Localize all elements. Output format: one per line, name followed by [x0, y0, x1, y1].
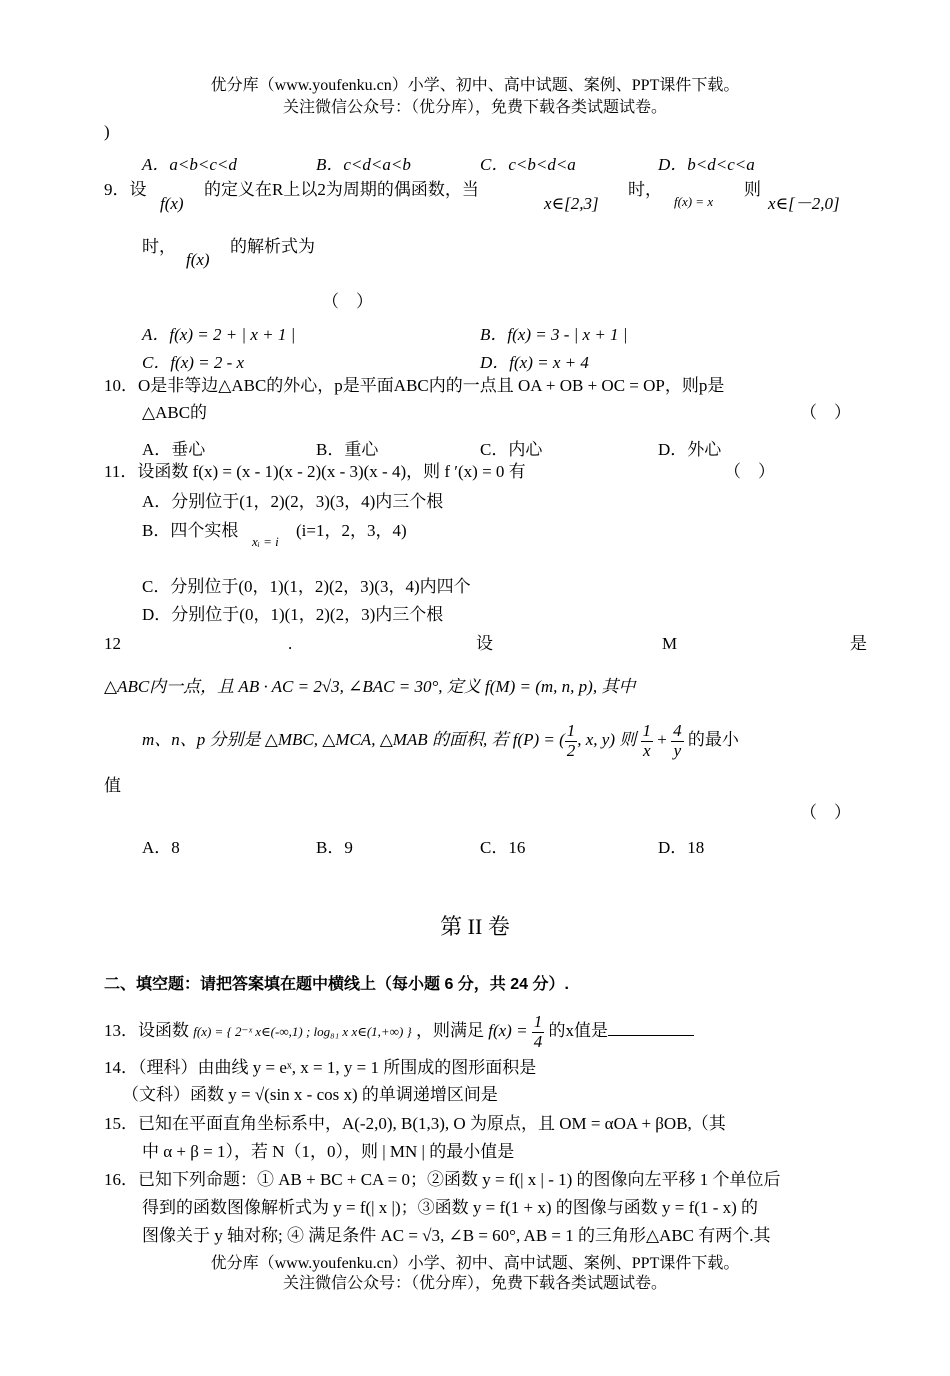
q11-option-d: D．分别位于(0，1)(1，2)(2，3)内三个根: [142, 605, 444, 624]
q9-text-4: 时，: [142, 237, 176, 256]
q13-text-3: 的x值是: [548, 1021, 609, 1041]
q12-line-2: △ABC内一点，且 AB · AC = 2√3, ∠BAC = 30°, 定义 f(M) = (m, n, p), 其中: [104, 677, 636, 696]
q12-option-b: B．9: [316, 838, 353, 857]
q11-text: 11．设函数 f(x) = (x - 1)(x - 2)(x - 3)(x - 4)，则 f ′(x) = 0 有: [104, 462, 526, 481]
q9-text-2: 时，: [628, 180, 662, 199]
q9-cond-2: f(x) = x: [674, 194, 714, 209]
q12-number: 12: [104, 634, 121, 653]
q9-answer-paren: （ ）: [322, 292, 373, 311]
part-2-title: 第 II 卷: [440, 914, 510, 939]
q12-line-3b: , x, y) 则: [577, 730, 637, 750]
q12-plus: +: [657, 730, 667, 750]
q8-option-a: A．a<b<c<d: [142, 155, 237, 174]
q9-text-5: 的解析式为: [230, 237, 315, 256]
q13-condition: f(x) =: [488, 1021, 528, 1041]
q12-line-4: 值: [104, 776, 121, 795]
q11-option-c: C．分别位于(0，1)(1，2)(2，3)(3，4)内四个: [142, 577, 471, 596]
q10-option-c: C．内心: [480, 440, 543, 459]
q10-option-a: A．垂心: [142, 440, 206, 459]
q12-m: M: [662, 634, 678, 653]
q9-option-c: C．f(x) = 2 - x: [142, 353, 245, 372]
q11-option-b-range: (i=1，2，3，4): [296, 521, 407, 540]
q13-function: f(x) = { 2⁻ˣ x∈(-∞,1) ; log₈₁ x x∈(1,+∞) }: [193, 1024, 412, 1040]
q8-close-paren: ): [104, 122, 110, 141]
q9-option-d: D．f(x) = x + 4: [480, 353, 589, 372]
q11-option-b-root: xᵢ = i: [252, 534, 279, 549]
q9-option-a: A．f(x) = 2 + | x + 1 |: [142, 325, 296, 344]
q16-line-2: 得到的函数图像解析式为 y = f(| x |)；③函数 y = f(1 + x) 的图像与函数 y = f(1 - x) 的: [142, 1198, 759, 1217]
q12-answer-paren: （ ）: [800, 803, 851, 822]
q13-text-2: ，则满足: [415, 1021, 484, 1041]
q10-answer-paren: （ ）: [800, 403, 851, 422]
footer-line-1: 优分库（www.youfenku.cn）小学、初中、高中试题、案例、PPT课件下载。: [210, 1255, 740, 1272]
q12-option-d: D．18: [658, 838, 705, 857]
q12-shi: 是: [850, 634, 867, 653]
q8-option-d: D．b<d<c<a: [658, 155, 755, 174]
header-line-2: 关注微信公众号：（优分库），免费下载各类试题试卷。: [282, 99, 667, 116]
q12-dot: .: [288, 634, 293, 653]
q12-frac-half: $\frac{1}{2}$: [566, 721, 576, 760]
q9-cond-3: x∈[－2,0]: [768, 194, 840, 213]
part-2-instruction: 二、填空题：请把答案填在题中横线上（每小题 6 分，共 24 分）.: [104, 976, 569, 993]
q9-fx-2: f(x): [186, 250, 210, 269]
q12-line-3: [142, 722, 739, 760]
q10-text: 10．O是非等边△ABC的外心，p是平面ABC内的一点且 OA + OB + OC = OP，则p是: [104, 376, 725, 395]
q11-option-b-label: B．四个实根: [142, 521, 239, 540]
q13-text-1: 13．设函数: [104, 1021, 189, 1041]
q12-option-c: C．16: [480, 838, 526, 857]
q15-line-2: 中 α + β = 1），若 N（1，0），则 | MN | 的最小值是: [142, 1142, 515, 1161]
q12-frac-4-over-y: $\frac{4}{y}$: [673, 721, 682, 760]
header-line-1: 优分库（www.youfenku.cn）小学、初中、高中试题、案例、PPT课件下载。: [210, 77, 740, 94]
q8-option-b: B．c<d<a<b: [316, 155, 411, 174]
q14-line-2: （文科）函数 y = √(sin x - cos x) 的单调递增区间是: [122, 1085, 498, 1104]
q15-line-1: 15．已知在平面直角坐标系中，A(-2,0), B(1,3), O 为原点，且 OM = αOA + βOB,（其: [104, 1114, 726, 1133]
q16-line-3: 图像关于 y 轴对称; ④ 满足条件 AC = √3, ∠B = 60°, AB = 1 的三角形△ABC 有两个.其: [142, 1226, 771, 1245]
q12-line-3c: 的最小: [687, 730, 739, 750]
q9-cond-1: x∈[2,3]: [544, 194, 599, 213]
q9-option-b: B．f(x) = 3 - | x + 1 |: [480, 325, 628, 344]
q10-text-2: △ABC的: [142, 403, 208, 422]
q13-frac-quarter: $\frac{1}{4}$: [533, 1012, 543, 1051]
q14-line-1: 14．（理科）由曲线 y = eˣ, x = 1, y = 1 所围成的图形面积是: [104, 1058, 537, 1077]
q11-answer-paren: （ ）: [724, 462, 775, 481]
q13-line: [104, 1013, 694, 1051]
q8-option-c: C．c<b<d<a: [480, 155, 576, 174]
q12-option-a: A．8: [142, 838, 180, 857]
q9-text-1: 的定义在R上以2为周期的偶函数，当: [204, 180, 479, 199]
q9-number: 9．设: [104, 180, 147, 199]
q11-option-a: A．分别位于(1，2)(2，3)(3，4)内三个根: [142, 492, 444, 511]
q12-she: 设: [476, 634, 493, 653]
q13-answer-blank[interactable]: [608, 1021, 694, 1036]
q12-line-3a: m、n、p 分别是 △MBC, △MCA, △MAB 的面积, 若 f(P) = (: [142, 730, 565, 750]
q16-line-1: 16．已知下列命题：① AB + BC + CA = 0；②函数 y = f(| x | - 1) 的图像向左平移 1 个单位后: [104, 1170, 781, 1189]
footer-line-2: 关注微信公众号：（优分库），免费下载各类试题试卷。: [282, 1275, 667, 1292]
q10-option-b: B．重心: [316, 440, 379, 459]
q9-fx: f(x): [160, 194, 184, 213]
q12-frac-1-over-x: $\frac{1}{x}$: [642, 721, 652, 760]
q9-text-3: 则: [744, 180, 761, 199]
q10-option-d: D．外心: [658, 440, 722, 459]
